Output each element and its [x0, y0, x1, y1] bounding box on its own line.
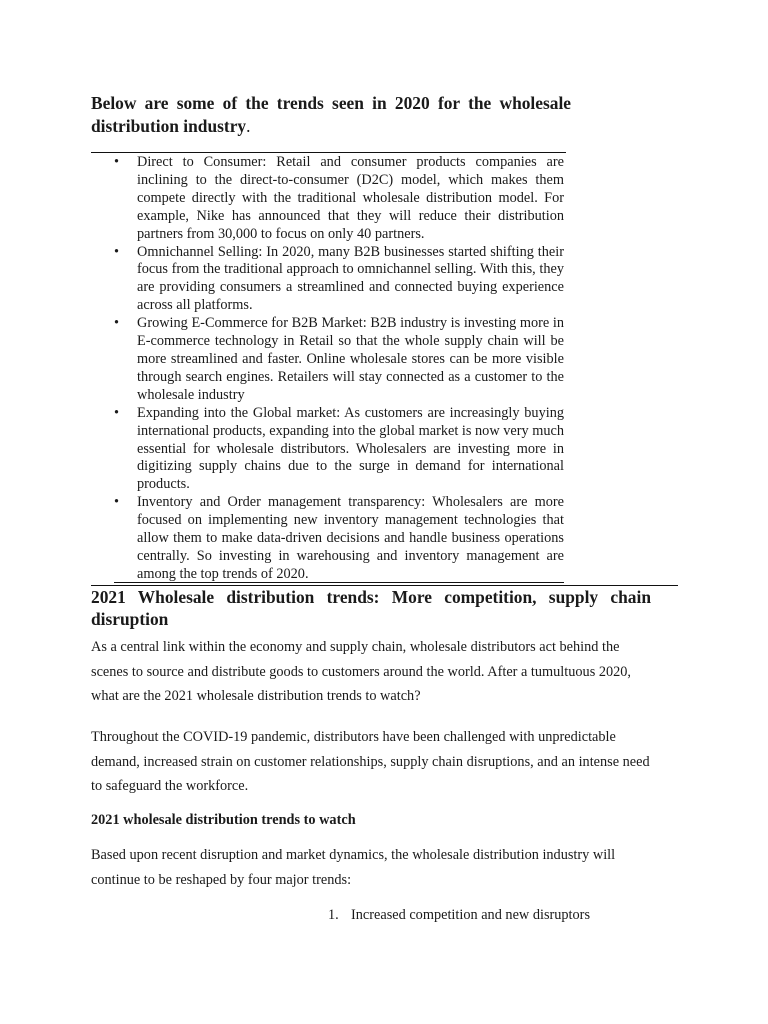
bullet-dot-icon: •	[114, 404, 120, 421]
section-heading-2020-trends	[91, 92, 571, 138]
bullet-text: Inventory and Order management transparency: Wholesalers are more focused on implementing new inventory management technologies that allow them to make data-driven decisions and handle business operations centrally. So investing in warehousing and inventory management are among the top trends of 2020.	[137, 494, 564, 582]
bullet-dot-icon: •	[114, 494, 120, 511]
bullet-item-omnichannel-selling	[114, 244, 564, 316]
paragraph-central-link: As a central link within the economy and supply chain, wholesale distributors act behind the scenes to source and distribute goods to customers around the world. After a tumultuous 2020, what are the 2021 wholesale distribution trends to watch?	[91, 639, 632, 704]
bullet-item-growing-ecommerce	[114, 315, 564, 405]
bullet-dot-icon: •	[114, 154, 120, 170]
bullet-text: Omnichannel Selling: In 2020, many B2B businesses started shifting their focus from the traditional approach to omnichannel selling. With this, they are providing consumers a streamlined and connected buying experience across all platforms.	[137, 243, 564, 314]
heading-2020-trends-text: Below are some of the trends seen in 2020 for the wholesale distribution industry	[91, 93, 571, 136]
section-heading-2021-trends: 2021 Wholesale distribution trends: More competition, supply chain disruption	[91, 587, 651, 629]
trends-2020-bullet-list	[114, 154, 564, 584]
subheading-trends-to-watch: 2021 wholesale distribution trends to watch	[91, 812, 356, 828]
bullet-text: Growing E-Commerce for B2B Market: B2B industry is investing more in E-commerce technology in Retail so that the whole supply chain will be more streamlined and faster. Online wholesale stores can be more visible through search engines. Retailers will stay connected as a customer to the wholesale industry	[137, 315, 564, 403]
list-item-number: 1.	[328, 907, 339, 923]
bullet-dot-icon: •	[114, 315, 120, 332]
list-item-text: Increased competition and new disruptors	[351, 907, 591, 923]
paragraph-covid-pandemic: Throughout the COVID-19 pandemic, distributors have been challenged with unpredictable demand, increased strain on customer relationships, supply chain disruptions, and an intense need to safeguard the workforce.	[91, 729, 650, 794]
paragraph-four-major-trends: Based upon recent disruption and market dynamics, the wholesale distribution industry will continue to be reshaped by four major trends:	[91, 847, 616, 888]
bullet-text: Expanding into the Global market: As customers are increasingly buying international products, expanding into the global market is now very much essential for wholesale distributors. Wholesalers are investing more in digitizing supply chains due to the surge in demand for international products.	[137, 404, 564, 493]
heading-2020-trends-period: .	[246, 116, 251, 136]
bullet-dot-icon: •	[114, 243, 120, 260]
bullet-item-global-market	[114, 405, 564, 495]
top-horizontal-rule	[91, 152, 566, 153]
bullet-item-direct-to-consumer	[114, 154, 564, 244]
bullet-item-inventory-transparency	[114, 494, 564, 584]
numbered-list-item	[328, 907, 590, 924]
bullet-list-bottom-rule	[114, 582, 564, 583]
bullet-text: Direct to Consumer: Retail and consumer products companies are inclining to the direct-to-consumer (D2C) model, which makes them compete directly with the traditional wholesale distribution model. For example, Nike has announced that they will reduce their distribution partners from 30,000 to focus on only 40 partners.	[137, 154, 564, 242]
